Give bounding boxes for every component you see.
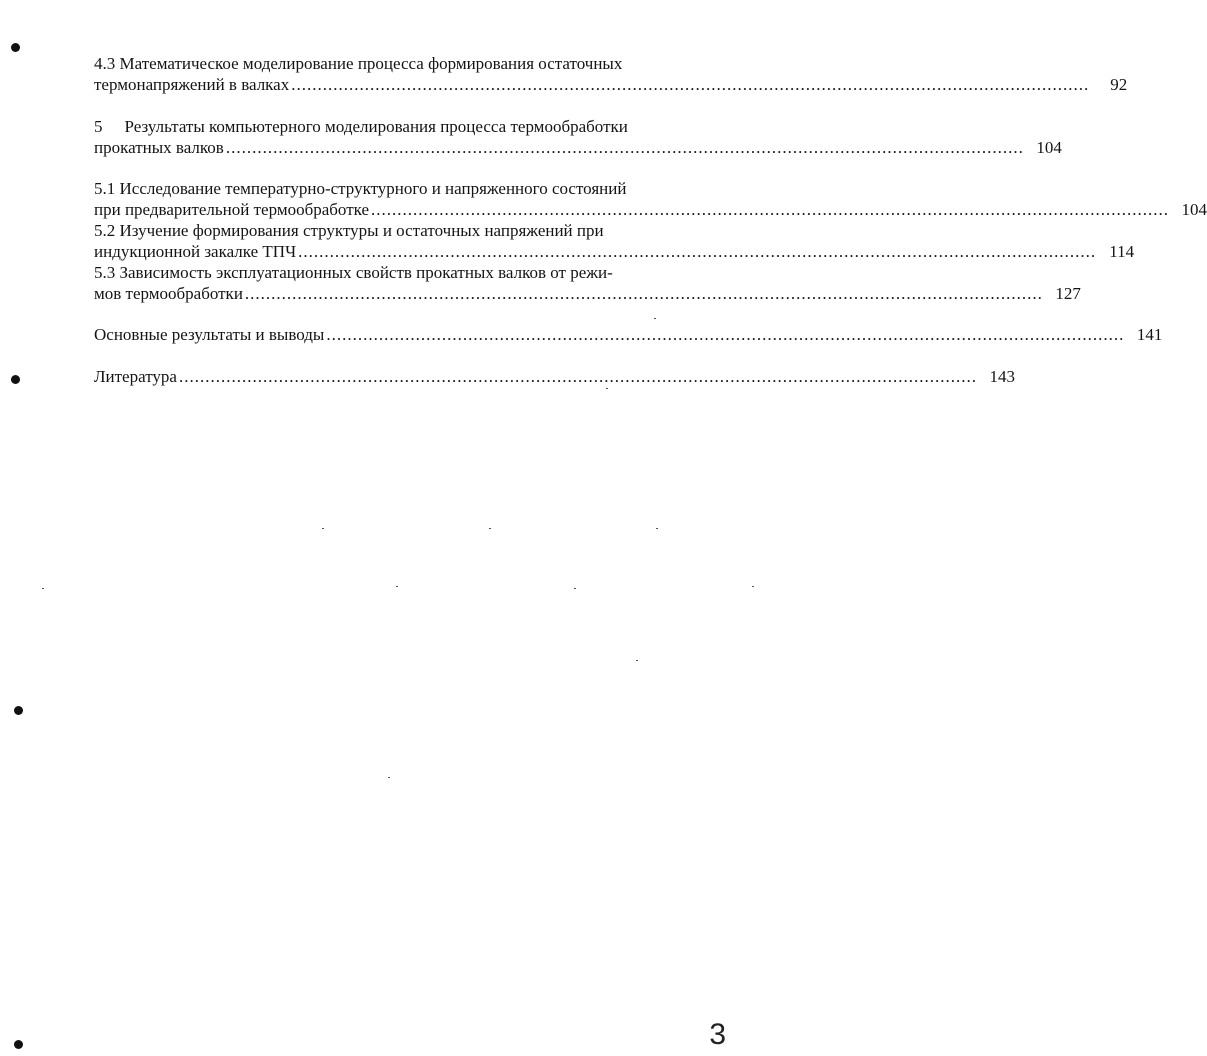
toc-page-number: 114: [1109, 242, 1135, 261]
scan-speck: [322, 528, 324, 529]
toc-entry-title: Литература: [94, 367, 177, 386]
scan-speck: [396, 586, 398, 587]
punch-hole-mark: [14, 1040, 23, 1049]
scan-speck: [636, 660, 638, 661]
toc-page-number: 104: [1036, 138, 1062, 157]
toc-entry-title: прокатных валков: [94, 138, 224, 157]
toc-page-number: 127: [1055, 284, 1081, 303]
toc-entry-title: Результаты компьютерного моделирования процесса термообработки: [124, 117, 628, 136]
toc-entry-5-3: [94, 262, 1081, 304]
scan-speck: [752, 586, 754, 587]
toc-entry-title: мов термообработки: [94, 284, 243, 303]
toc-page-number: 141: [1136, 325, 1163, 344]
toc-entry-5-2: [94, 220, 1135, 262]
punch-hole-mark: [14, 706, 23, 715]
dot-leader: ........................................................................................................................................................: [291, 75, 1090, 94]
toc-page-number: 92: [1110, 75, 1128, 94]
scan-speck: [574, 588, 576, 589]
scan-speck: [656, 528, 658, 529]
toc-entry-5: [94, 116, 1062, 158]
toc-entry-title: индукционной закалке ТПЧ: [94, 242, 297, 261]
toc-page-number: 104: [1181, 200, 1207, 219]
toc-entry-title: термонапряжений в валках: [94, 75, 290, 94]
toc-entry-literature: [94, 366, 1015, 387]
dot-leader: ........................................................................................................................................................: [225, 138, 1024, 157]
toc-entry-title: при предварительной термообработке: [94, 200, 370, 219]
toc-entry-conclusions: [94, 324, 1163, 345]
dot-leader: ........................................................................................................................................................: [326, 325, 1125, 344]
scan-speck: [42, 588, 44, 589]
page-number: 3: [709, 1018, 726, 1051]
toc-entry-title: Основные результаты и выводы: [94, 325, 325, 344]
toc-entry-title: 5.1 Исследование температурно-структурного и напряженного состояний: [94, 179, 627, 198]
scan-speck: [606, 388, 608, 389]
scan-speck: [489, 528, 491, 529]
dot-leader: ........................................................................................................................................................: [371, 200, 1170, 219]
punch-hole-mark: [11, 43, 20, 52]
dot-leader: ........................................................................................................................................................: [244, 284, 1043, 303]
toc-page-number: 143: [989, 367, 1015, 386]
toc-chapter-number: 5: [94, 117, 103, 136]
scan-speck: [654, 318, 656, 319]
toc-entry-5-1: [94, 178, 1207, 220]
toc-entry-title: 5.3 Зависимость эксплуатационных свойств прокатных валков от режи-: [94, 263, 613, 282]
dot-leader: ........................................................................................................................................................: [178, 367, 977, 386]
punch-hole-mark: [11, 375, 20, 384]
toc-entry-title: 5.2 Изучение формирования структуры и остаточных напряжений при: [94, 221, 604, 240]
dot-leader: ........................................................................................................................................................: [298, 242, 1097, 261]
toc-entry-title: 4.3 Математическое моделирование процесса формирования остаточных: [94, 54, 623, 73]
toc-entry-4-3: [94, 53, 1128, 95]
scan-speck: [388, 777, 390, 778]
